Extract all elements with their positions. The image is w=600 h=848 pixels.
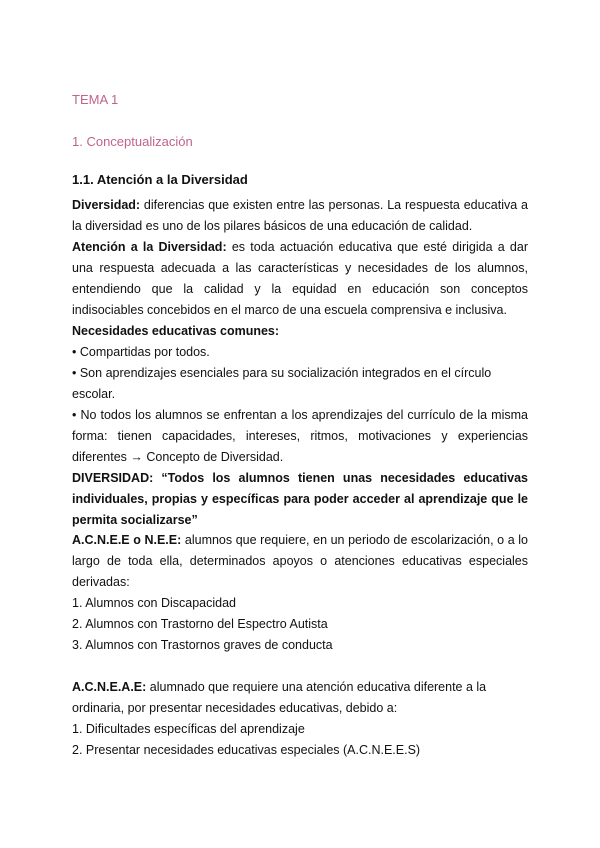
acneae-item: 1. Dificultades específicas del aprendizaje bbox=[72, 722, 305, 736]
diversidad-term: Diversidad: bbox=[72, 198, 141, 212]
section-heading: 1. Conceptualización bbox=[72, 134, 193, 149]
acnee-item: 3. Alumnos con Trastornos graves de conducta bbox=[72, 638, 333, 652]
acneae-term: A.C.N.E.A.E: bbox=[72, 680, 147, 694]
diversidad-text: diferencias que existen entre las personas. La respuesta educativa a la diversidad es uno de los pilares básicos de una educación de calidad. bbox=[72, 198, 528, 233]
acneae-text: alumnado que requiere una atención educativa diferente a la ordinaria, por presentar necesidades educativas, debido a: bbox=[72, 680, 487, 715]
quote-text: “Todos los alumnos tienen unas necesidades educativas individuales, propias y específicas para poder acceder al aprendizaje que le permita socializarse” bbox=[72, 471, 528, 527]
acnee-item: 1. Alumnos con Discapacidad bbox=[72, 596, 236, 610]
comunes-item: • Son aprendizajes esenciales para su socialización integrados en el círculo escolar. bbox=[72, 366, 492, 401]
acnee-block bbox=[72, 530, 528, 656]
atencion-paragraph bbox=[72, 237, 528, 321]
atencion-text: es toda actuación educativa que esté dirigida a dar una respuesta adecuada a las características y necesidades de los alumnos, entendiendo que la calidad y la equidad en educación son conceptos indisociables concebidos en el marco de una escuela comprensiva e inclusiva. bbox=[72, 240, 528, 317]
comunes-item: • No todos los alumnos se enfrentan a los aprendizajes del currículo de la misma forma: tienen capacidades, intereses, ritmos, motivaciones y experiencias diferentes → Concepto de Diversidad. bbox=[72, 408, 528, 464]
acnee-text: alumnos que requiere, en un periodo de escolarización, o a lo largo de toda ella, determinados apoyos o atenciones educativas especiales derivadas: bbox=[72, 533, 528, 589]
acnee-paragraph bbox=[72, 530, 528, 593]
definitions-block bbox=[72, 195, 528, 531]
acnee-item: 2. Alumnos con Trastorno del Espectro Autista bbox=[72, 617, 328, 631]
acneae-block bbox=[72, 677, 528, 761]
acneae-paragraph bbox=[72, 677, 528, 719]
acneae-item: 2. Presentar necesidades educativas especiales (A.C.N.E.E.S) bbox=[72, 743, 421, 757]
quote-term: DIVERSIDAD: bbox=[72, 471, 154, 485]
diversidad-quote bbox=[72, 468, 528, 531]
diversidad-paragraph bbox=[72, 195, 528, 237]
atencion-term: Atención a la Diversidad: bbox=[72, 240, 227, 254]
comunes-item: • Compartidas por todos. bbox=[72, 345, 210, 359]
comunes-heading: Necesidades educativas comunes: bbox=[72, 324, 280, 338]
topic-title: TEMA 1 bbox=[72, 92, 119, 107]
subsection-heading: 1.1. Atención a la Diversidad bbox=[72, 172, 248, 187]
acnee-term: A.C.N.E.E o N.E.E: bbox=[72, 533, 182, 547]
